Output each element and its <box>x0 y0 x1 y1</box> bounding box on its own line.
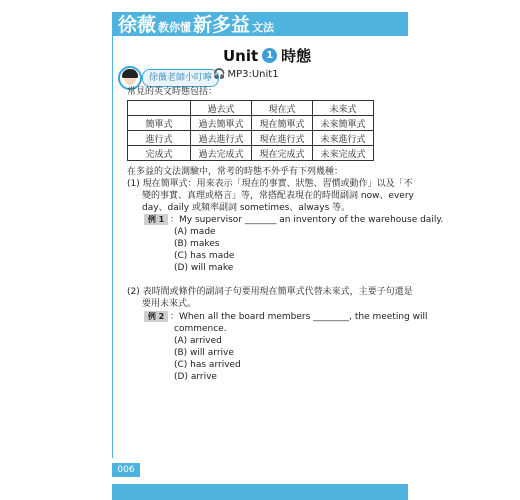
table-cell: 過去完成式 <box>191 146 252 161</box>
example1-option-a: (A) made <box>174 227 216 237</box>
example1-option-c: (C) has made <box>174 251 235 261</box>
table-header-cell <box>128 101 191 116</box>
table-row <box>128 146 374 161</box>
table-cell: 完成式 <box>128 146 191 161</box>
example2-option-b: (B) will arrive <box>174 348 234 358</box>
book-title-part2: 教你懂 <box>158 21 192 34</box>
footer-bar <box>112 484 408 500</box>
tense-table <box>127 100 374 161</box>
example2-option-a: (A) arrived <box>174 336 222 346</box>
table-cell: 現在進行式 <box>252 131 313 146</box>
example1-label: 例 1 <box>144 214 168 225</box>
example2-option-d: (D) arrive <box>174 372 217 382</box>
table-cell: 過去簡單式 <box>191 116 252 131</box>
mp3-label: MP3:Unit1 <box>227 69 279 80</box>
table-header-cell: 現在式 <box>252 101 313 116</box>
mp3-reference[interactable] <box>213 69 279 80</box>
unit-number-badge: 1 <box>262 48 277 63</box>
point1-line1: (1) 現在簡單式：用來表示「現在的事實、狀態、習慣或動作」以及「不 <box>127 179 413 189</box>
tense-intro: 常見的英文時態包括： <box>127 87 218 97</box>
table-cell: 過去進行式 <box>191 131 252 146</box>
example1-option-d: (D) will make <box>174 263 234 273</box>
example2-option-c: (C) has arrived <box>174 360 241 370</box>
page-number: 006 <box>112 463 140 477</box>
example1-question: ：My supervisor _______ an inventory of the warehouse daily. <box>170 215 444 225</box>
book-title-part4: 文法 <box>252 21 275 34</box>
table-row <box>128 116 374 131</box>
example1-option-b: (B) makes <box>174 239 220 249</box>
teacher-tip-badge: 徐薇老師小叮嚀 <box>142 69 219 87</box>
book-title-part1: 徐薇 <box>118 14 157 36</box>
point2-line2: 要用未來式。 <box>142 299 197 309</box>
table-cell: 未來簡單式 <box>313 116 374 131</box>
example2-question-line2: commence. <box>174 324 227 334</box>
table-header-cell: 過去式 <box>191 101 252 116</box>
table-header-row <box>128 101 374 116</box>
example2-question-line1: ：When all the board members ________, the meeting will <box>170 312 428 322</box>
unit-name: 時態 <box>281 47 312 65</box>
section-intro: 在多益的文法測驗中，常考的時態不外乎有下列幾種： <box>127 167 344 177</box>
table-cell: 未來進行式 <box>313 131 374 146</box>
unit-title <box>223 45 311 66</box>
table-cell: 未來完成式 <box>313 146 374 161</box>
table-row <box>128 131 374 146</box>
book-title-part3: 新多益 <box>193 14 251 36</box>
table-header-cell: 未來式 <box>313 101 374 116</box>
table-cell: 現在簡單式 <box>252 116 313 131</box>
book-title <box>118 10 274 36</box>
table-cell: 進行式 <box>128 131 191 146</box>
example2-label: 例 2 <box>144 311 168 322</box>
headphones-icon: 🎧 <box>213 69 226 80</box>
left-margin-rule <box>112 36 113 458</box>
table-cell: 現在完成式 <box>252 146 313 161</box>
point1-line3: day、daily 或頻率副詞 sometimes、always 等。 <box>142 203 351 213</box>
unit-prefix: Unit <box>223 46 259 65</box>
point1-line2: 變的事實、真理或格言」等，常搭配表現在的時間副詞 now、every <box>142 191 414 201</box>
avatar-hair <box>122 69 138 78</box>
point2-line1: (2) 表時間或條件的副詞子句要用現在簡單式代替未來式，主要子句還是 <box>127 287 413 297</box>
table-cell: 簡單式 <box>128 116 191 131</box>
